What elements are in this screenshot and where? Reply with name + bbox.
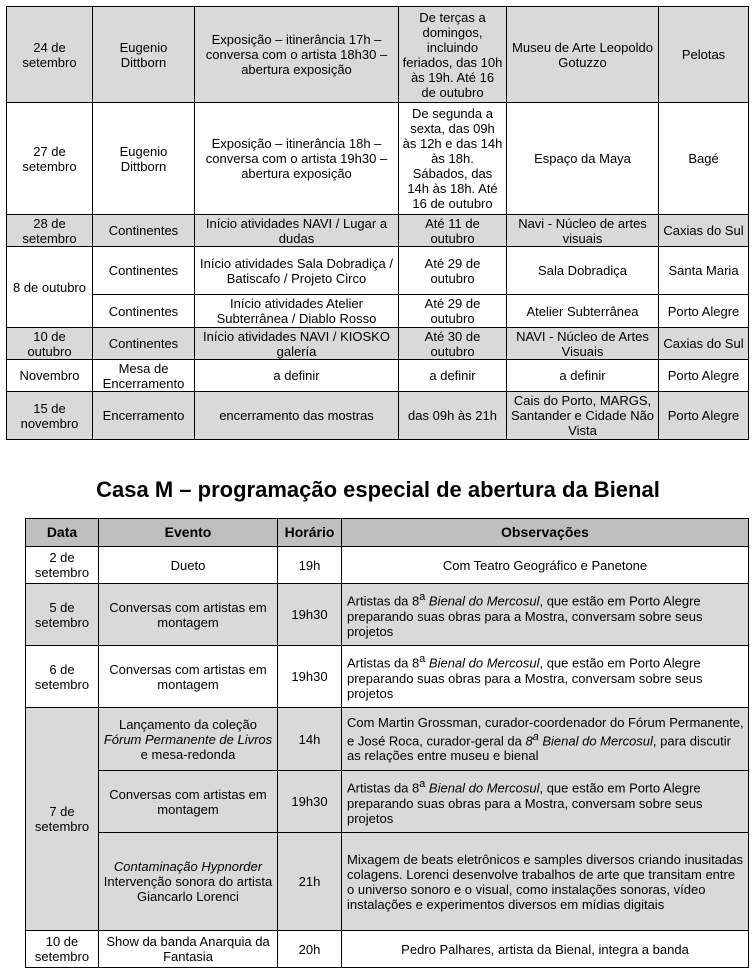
artist-cell: Mesa de Encerramento — [93, 360, 195, 392]
notes-cell: Com Martin Grossman, curador-coordenador do Fórum Permanente, e José Roca, curador-geral da 8$^a$ Bienal do Mercosul, para discutir as relações entre museu e bienal — [342, 708, 749, 771]
table-header-row — [26, 519, 749, 547]
event-cell: Início atividades NAVI / KIOSKO galería — [195, 328, 399, 360]
time-cell: 19h30 — [278, 584, 342, 646]
event-cell: Conversas com artistas em montagem — [99, 646, 278, 708]
time-cell: 19h30 — [278, 646, 342, 708]
notes-cell: Mixagem de beats eletrônicos e samples diversos criando inusitadas colagens. Lorenci desenvolve trabalhos de arte que transitam entre o universo sonoro e o visual, como instalações sonoras, vídeo instalações e experimentos diversos em mídias digitais — [342, 833, 749, 931]
table-row — [7, 247, 749, 295]
date-cell: 7 de setembro — [26, 708, 99, 931]
notes-cell: Artistas da 8$^a$ Bienal do Mercosul, que estão em Porto Alegre preparando suas obras para a Mostra, conversam sobre seus projetos — [342, 584, 749, 646]
period-cell: Até 11 de outubro — [399, 215, 507, 247]
time-cell: 14h — [278, 708, 342, 771]
event-cell: a definir — [195, 360, 399, 392]
time-cell: 19h — [278, 547, 342, 584]
artist-cell: Encerramento — [93, 392, 195, 440]
city-cell: Caxias do Sul — [659, 215, 749, 247]
table-row — [7, 360, 749, 392]
table-row — [26, 646, 749, 708]
date-cell: 24 de setembro — [7, 7, 93, 103]
period-cell: De terças a domingos, incluindo feriados, das 10h às 19h. Até 16 de outubro — [399, 7, 507, 103]
table-row — [7, 215, 749, 247]
period-cell: Até 29 de outubro — [399, 247, 507, 295]
casa-m-program-table — [25, 518, 749, 968]
artist-cell: Eugenio Dittborn — [93, 7, 195, 103]
event-cell: Início atividades Atelier Subterrânea / Diablo Rosso — [195, 295, 399, 328]
time-cell: 19h30 — [278, 771, 342, 833]
period-cell: das 09h às 21h — [399, 392, 507, 440]
artist-cell: Continentes — [93, 247, 195, 295]
table-row — [7, 295, 749, 328]
notes-cell: Com Teatro Geográfico e Panetone — [342, 547, 749, 584]
header-event: Evento — [99, 519, 278, 547]
event-cell: Lançamento da coleção Fórum Permanente de Livros e mesa-redonda — [99, 708, 278, 771]
venue-cell: Cais do Porto, MARGS, Santander e Cidade Não Vista — [507, 392, 659, 440]
city-cell: Porto Alegre — [659, 392, 749, 440]
city-cell: Bagé — [659, 103, 749, 215]
header-date: Data — [26, 519, 99, 547]
period-cell: Até 30 de outubro — [399, 328, 507, 360]
event-cell: Exposição – itinerância 17h – conversa com o artista 18h30 – abertura exposição — [195, 7, 399, 103]
event-cell: encerramento das mostras — [195, 392, 399, 440]
artist-cell: Continentes — [93, 215, 195, 247]
time-cell: 20h — [278, 931, 342, 968]
venue-cell: Navi - Núcleo de artes visuais — [507, 215, 659, 247]
date-cell: 6 de setembro — [26, 646, 99, 708]
venue-cell: Espaço da Maya — [507, 103, 659, 215]
table-row — [7, 103, 749, 215]
event-cell: Show da banda Anarquia da Fantasia — [99, 931, 278, 968]
venue-cell: NAVI - Núcleo de Artes Visuais — [507, 328, 659, 360]
date-cell: 28 de setembro — [7, 215, 93, 247]
table-row — [26, 931, 749, 968]
city-cell: Pelotas — [659, 7, 749, 103]
notes-cell: Pedro Palhares, artista da Bienal, integra a banda — [342, 931, 749, 968]
table-row — [26, 547, 749, 584]
date-cell: 10 de outubro — [7, 328, 93, 360]
table-row — [7, 392, 749, 440]
city-cell: Caxias do Sul — [659, 328, 749, 360]
event-cell: Exposição – itinerância 18h – conversa com o artista 19h30 – abertura exposição — [195, 103, 399, 215]
date-cell: 10 de setembro — [26, 931, 99, 968]
city-cell: Santa Maria — [659, 247, 749, 295]
notes-cell: Artistas da 8$^a$ Bienal do Mercosul, que estão em Porto Alegre preparando suas obras para a Mostra, conversam sobre seus projetos — [342, 646, 749, 708]
table-row — [7, 7, 749, 103]
date-cell: 8 de outubro — [7, 247, 93, 328]
venue-cell: Atelier Subterrânea — [507, 295, 659, 328]
itinerancy-schedule-table — [6, 6, 749, 440]
table-row — [26, 584, 749, 646]
table-row — [26, 833, 749, 931]
event-cell: Contaminação Hypnorder Intervenção sonora do artista Giancarlo Lorenci — [99, 833, 278, 931]
venue-cell: Museu de Arte Leopoldo Gotuzzo — [507, 7, 659, 103]
event-cell: Início atividades Sala Dobradiça / Batiscafo / Projeto Circo — [195, 247, 399, 295]
notes-cell: Artistas da 8$^a$ Bienal do Mercosul, que estão em Porto Alegre preparando suas obras para a Mostra, conversam sobre seus projetos — [342, 771, 749, 833]
period-cell: Até 29 de outubro — [399, 295, 507, 328]
date-cell: 5 de setembro — [26, 584, 99, 646]
date-cell: 2 de setembro — [26, 547, 99, 584]
city-cell: Porto Alegre — [659, 295, 749, 328]
event-cell: Dueto — [99, 547, 278, 584]
venue-cell: a definir — [507, 360, 659, 392]
time-cell: 21h — [278, 833, 342, 931]
date-cell: 15 de novembro — [7, 392, 93, 440]
table-row — [26, 708, 749, 771]
date-cell: 27 de setembro — [7, 103, 93, 215]
header-notes: Observações — [342, 519, 749, 547]
period-cell: a definir — [399, 360, 507, 392]
venue-cell: Sala Dobradiça — [507, 247, 659, 295]
event-cell: Conversas com artistas em montagem — [99, 584, 278, 646]
event-cell: Conversas com artistas em montagem — [99, 771, 278, 833]
artist-cell: Eugenio Dittborn — [93, 103, 195, 215]
table-row — [7, 328, 749, 360]
city-cell: Porto Alegre — [659, 360, 749, 392]
section-title: Casa M – programação especial de abertura da Bienal — [96, 477, 660, 502]
event-cell: Início atividades NAVI / Lugar a dudas — [195, 215, 399, 247]
artist-cell: Continentes — [93, 295, 195, 328]
artist-cell: Continentes — [93, 328, 195, 360]
period-cell: De segunda a sexta, das 09h às 12h e das 14h às 18h. Sábados, das 14h às 18h. Até 16 de outubro — [399, 103, 507, 215]
header-time: Horário — [278, 519, 342, 547]
table-row — [26, 771, 749, 833]
date-cell: Novembro — [7, 360, 93, 392]
